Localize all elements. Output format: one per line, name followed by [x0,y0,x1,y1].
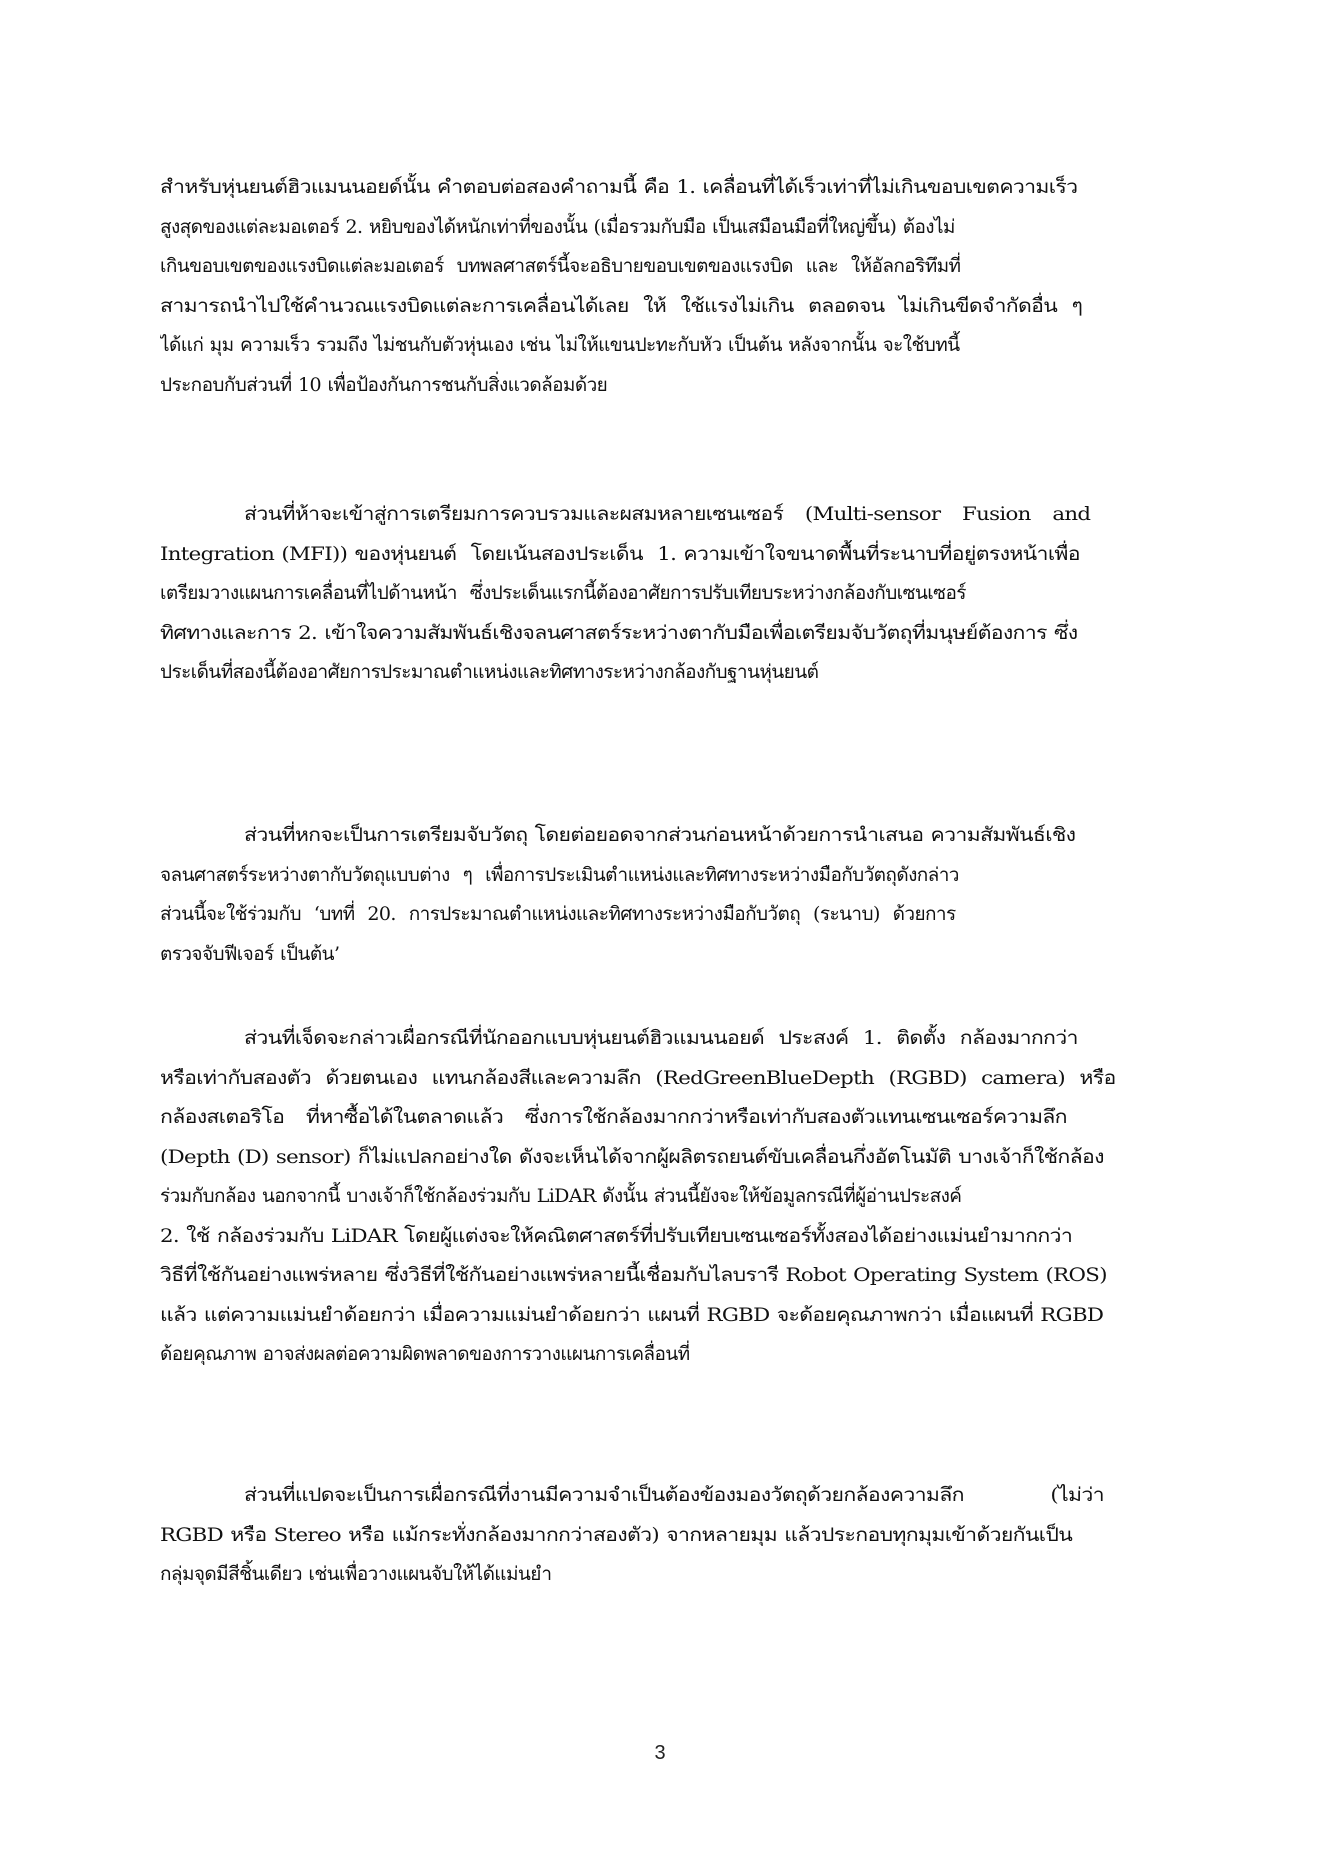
text-line: ด้อยคุณภาพ อาจส่งผลต่อความผิดพลาดของการวางแผนการเคลื่อนที่ [160,1343,690,1365]
text-line: แล้ว แต่ความแม่นยำด้อยกว่า เมื่อความแม่นยำด้อยกว่า แผนที่ RGBD จะด้อยคุณภาพกว่า เมื่อแผนที่ RGBD [160,1303,1104,1326]
text-line: 2. ใช้ กล้องร่วมกับ LiDAR โดยผู้แต่งจะให้คณิตศาสตร์ที่ปรับเทียบเซนเซอร์ทั้งสองได้อย่างแม่นยำมากกว่า [160,1224,1073,1247]
paragraph-part-six [160,816,1168,974]
text-line: ได้แก่ มุม ความเร็ว รวมถึง ไม่ชนกับตัวหุ่นเอง เช่น ไม่ให้แขนปะทะกับหัว เป็นต้น หลังจากนั้น จะใช้บทนี้ [160,334,960,356]
text-line: เตรียมวางแผนการเคลื่อนที่ไปด้านหน้า ซึ่งประเด็นแรกนี้ต้องอาศัยการปรับเทียบระหว่างกล้องกับเซนเซอร์ [160,582,966,604]
text-line: ส่วนนี้จะใช้ร่วมกับ ‘บทที่ 20. การประมาณตำแหน่งและทิศทางระหว่างมือกับวัตถุ (ระนาบ) ด้วยการ [160,903,956,925]
text-line: ร่วมกับกล้อง นอกจากนี้ บางเจ้าก็ใช้กล้องร่วมกับ LiDAR ดังนั้น ส่วนนี้ยังจะให้ข้อมูลกรณีที่ผู้อ่านประสงค์ [160,1185,962,1207]
text-line: ส่วนที่เจ็ดจะกล่าวเผื่อกรณีที่นักออกแบบหุ่นยนต์ฮิวแมนนอยด์ ประสงค์ 1. ติดตั้ง กล้องมากกว่า [244,1027,1078,1049]
text-line: ทิศทางและการ 2. เข้าใจความสัมพันธ์เชิงจลนศาสตร์ระหว่างตากับมือเพื่อเตรียมจับวัตถุที่มนุษย์ต้องการ ซึ่ง [160,621,1078,644]
paragraph-part-eight [160,1476,1168,1595]
text-line: เกินขอบเขตของแรงบิดแต่ละมอเตอร์ บทพลศาสตร์นี้จะอธิบายขอบเขตของแรงบิด และ ให้อัลกอริทึมที่ [160,255,961,277]
text-line: หรือเท่ากับสองตัว ด้วยตนเอง แทนกล้องสีและความลึก (RedGreenBlueDepth (RGBD) camera) หรือ [160,1066,1116,1089]
text-line: สามารถนำไปใช้คำนวณแรงบิดแต่ละการเคลื่อนได้เลย ให้ ใช้แรงไม่เกิน ตลอดจน ไม่เกินขีดจำกัดอื่น ๆ [160,294,1083,317]
text-line: กลุ่มจุดมีสีชิ้นเดียว เช่นเพื่อวางแผนจับให้ได้แม่นยำ [160,1563,552,1585]
text-line: ประกอบกับส่วนที่ 10 เพื่อป้องกันการชนกับสิ่งแวดล้อมด้วย [160,373,608,396]
text-line: ส่วนที่ห้าจะเข้าสู่การเตรียมการควบรวมและผสมหลายเซนเซอร์ (Multi-sensor Fusion and [244,503,1091,525]
text-line: ส่วนที่แปดจะเป็นการเผื่อกรณีที่งานมีความจำเป็นต้องข้องมองวัตถุด้วยกล้องความลึก (ไม่ว่า [244,1484,1104,1506]
text-line: ส่วนที่หกจะเป็นการเตรียมจับวัตถุ โดยต่อยอดจากส่วนก่อนหน้าด้วยการนำเสนอ ความสัมพันธ์เชิง [244,824,1076,846]
text-line: Integration (MFI)) ของหุ่นยนต์ โดยเน้นสองประเด็น 1. ความเข้าใจขนาดพื้นที่ระนาบที่อยู่ตรงหน้าเพื่อ [160,542,1080,565]
text-line: วิธีที่ใช้กันอย่างแพร่หลาย ซึ่งวิธีที่ใช้กันอย่างแพร่หลายนี้เชื่อมกับไลบรารี Robot Operating System (ROS) [160,1264,1107,1286]
text-line: ตรวจจับฟีเจอร์ เป็นต้น’ [160,942,340,965]
page-number: 3 [654,1742,666,1764]
text-line: สูงสุดของแต่ละมอเตอร์ 2. หยิบของได้หนักเท่าที่ของนั้น (เมื่อรวมกับมือ เป็นเสมือนมือที่ใหญ่ขึ้น) ต้องไม่ [160,215,955,238]
text-line: จลนศาสตร์ระหว่างตากับวัตถุแบบต่าง ๆ เพื่อการประเมินตำแหน่งและทิศทางระหว่างมือกับวัตถุดังกล่าว [160,863,959,886]
paragraph-part-seven [160,1019,1168,1375]
text-line: สำหรับหุ่นยนต์ฮิวแมนนอยด์นั้น คำตอบต่อสองคำถามนี้ คือ 1. เคลื่อนที่ได้เร็วเท่าที่ไม่เกินขอบเขตความเร็ว [160,176,1078,198]
text-line: กล้องสเตอริโอ ที่หาซื้อได้ในตลาดแล้ว ซึ่งการใช้กล้องมากกว่าหรือเท่ากับสองตัวแทนเซนเซอร์ความลึก [160,1106,1067,1128]
paragraph-part-five [160,495,1168,693]
text-line: RGBD หรือ Stereo หรือ แม้กระทั่งกล้องมากกว่าสองตัว) จากหลายมุม แล้วประกอบทุกมุมเข้าด้วยกันเป็น [160,1523,1073,1546]
text-line: (Depth (D) sensor) ก็ไม่แปลกอย่างใด ดังจะเห็นได้จากผู้ผลิตรถยนต์ขับเคลื่อนกึ่งอัตโนมัติ บางเจ้าก็ใช้กล้อง [160,1145,1104,1168]
paragraph-humanoid-limits [160,168,1168,405]
text-line: ประเด็นที่สองนี้ต้องอาศัยการประมาณตำแหน่งและทิศทางระหว่างกล้องกับฐานหุ่นยนต์ [160,661,819,683]
